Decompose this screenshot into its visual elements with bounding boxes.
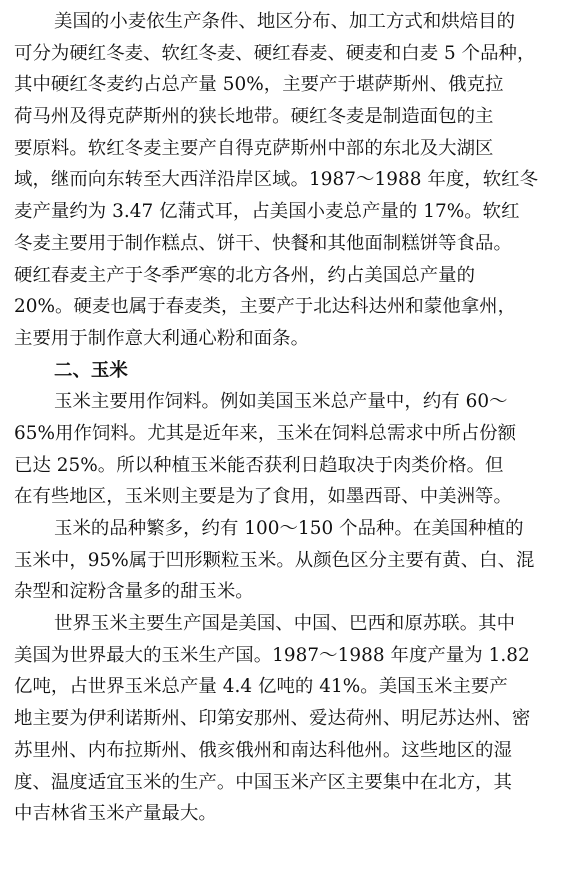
text-line: 域，继而向东转至大西洋沿岸区域。1987～1988 年度，软红冬 <box>14 169 539 191</box>
text-line: 硬红春麦主产于冬季严寒的北方各州，约占美国总产量的 <box>14 264 476 286</box>
text-line: 主要用于制作意大利通心粉和面条。 <box>14 327 310 349</box>
text-line: 冬麦主要用于制作糕点、饼干、快餐和其他面制糕饼等食品。 <box>14 232 512 254</box>
text-line: 荷马州及得克萨斯州的狭长地带。硬红冬麦是制造面包的主 <box>14 106 494 128</box>
text-line: 亿吨，占世界玉米总产量 4.4 亿吨的 41%。美国玉米主要产 <box>14 676 508 698</box>
section-heading: 二、玉米 <box>54 359 128 381</box>
text-line: 中吉林省玉米产量最大。 <box>14 803 217 825</box>
text-line: 美国的小麦依生产条件、地区分布、加工方式和烘焙目的 <box>54 11 516 32</box>
text-line: 在有些地区，玉米则主要是为了食用，如墨西哥、中美洲等。 <box>14 486 512 508</box>
text-line: 度、温度适宜玉米的生产。中国玉米产区主要集中在北方，其 <box>14 771 512 793</box>
text-line: 世界玉米主要生产国是美国、中国、巴西和原苏联。其中 <box>54 613 516 635</box>
text-line: 玉米中，95%属于凹形颗粒玉米。从颜色区分主要有黄、白、混 <box>14 549 535 571</box>
text-line: 地主要为伊利诺斯州、印第安那州、爱达荷州、明尼苏达州、密 <box>14 708 531 730</box>
document-page <box>14 6 576 830</box>
corn-paragraph-2 <box>14 513 576 608</box>
text-line: 要原料。软红冬麦主要产自得克萨斯州中部的东北及大湖区 <box>14 137 494 159</box>
text-line: 其中硬红冬麦约占总产量 50%，主要产于堪萨斯州、俄克拉 <box>14 74 504 96</box>
text-line: 已达 25%。所以种植玉米能否获利日趋取决于肉类价格。但 <box>14 454 504 476</box>
text-line: 美国为世界最大的玉米生产国。1987～1988 年度产量为 1.82 <box>14 644 530 666</box>
wheat-paragraph <box>14 6 576 355</box>
text-line: 65%用作饲料。尤其是近年来，玉米在饲料总需求中所占份额 <box>14 422 517 444</box>
text-line: 麦产量约为 3.47 亿蒲式耳，占美国小麦总产量的 17%。软红 <box>14 201 520 223</box>
text-line: 20%。硬麦也属于春麦类，主要产于北达科达州和蒙他拿州， <box>14 296 517 318</box>
text-line: 可分为硬红冬麦、软红冬麦、硬红春麦、硬麦和白麦 5 个品种， <box>14 42 536 64</box>
text-line: 玉米的品种繁多，约有 100～150 个品种。在美国种植的 <box>54 518 524 539</box>
corn-paragraph-1 <box>14 386 576 513</box>
text-line: 苏里州、内布拉斯州、俄亥俄州和南达科他州。这些地区的湿 <box>14 739 512 761</box>
text-line: 玉米主要用作饲料。例如美国玉米总产量中，约有 60～ <box>54 391 508 413</box>
text-line: 杂型和淀粉含量多的甜玉米。 <box>14 581 254 603</box>
corn-paragraph-3 <box>14 608 576 830</box>
